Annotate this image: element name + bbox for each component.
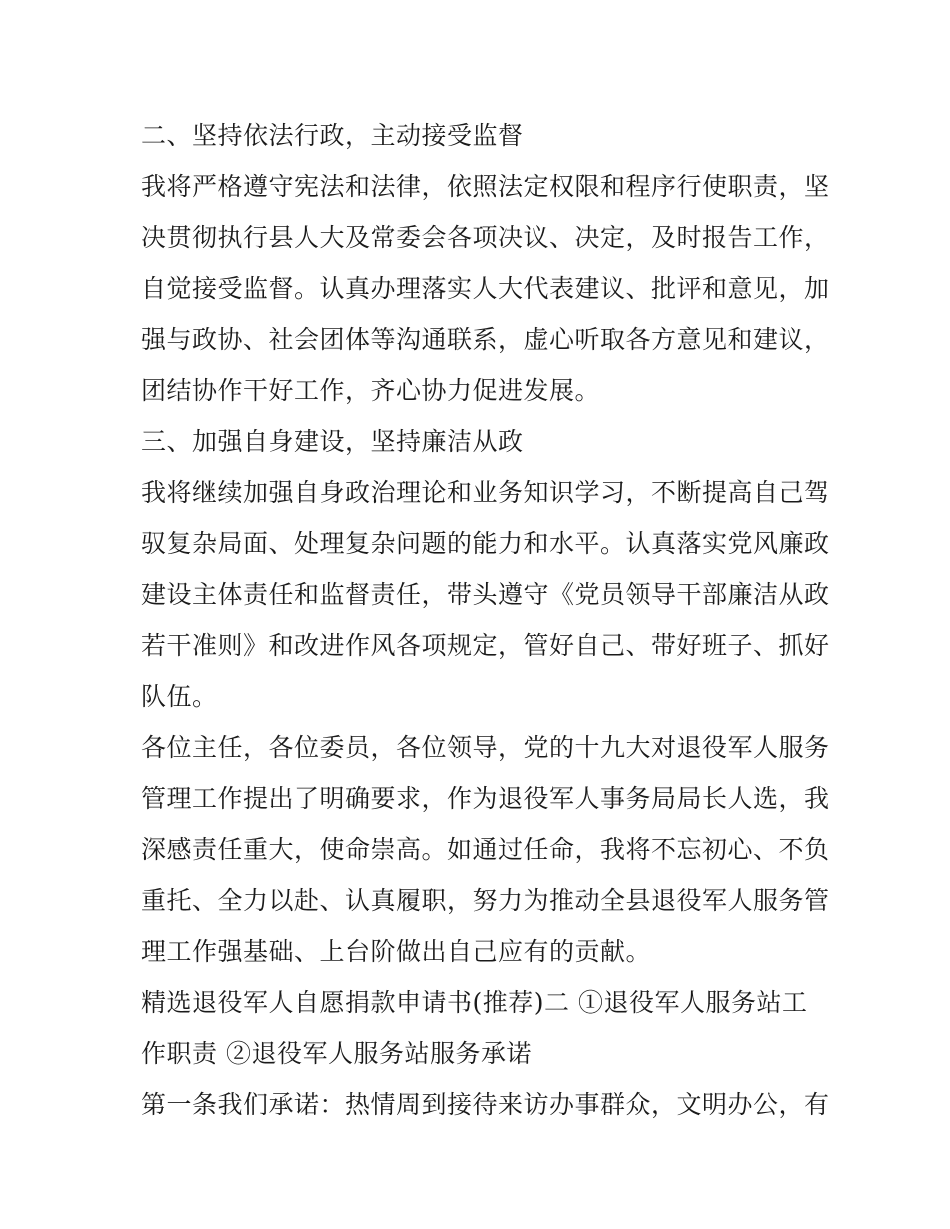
paragraph-line: 第一条我们承诺：热情周到接待来访办事群众，文明办公，有 <box>141 1090 830 1119</box>
paragraph-line: 强与政协、社会团体等沟通联系，虚心听取各方意见和建议， <box>141 325 830 354</box>
article-title-line: 精选退役军人自愿捐款申请书(推荐)二 ①退役军人服务站工 <box>141 988 808 1017</box>
paragraph-line: 建设主体责任和监督责任，带头遵守《党员领导干部廉洁从政 <box>141 580 830 609</box>
paragraph-line: 管理工作提出了明确要求，作为退役军人事务局局长人选，我 <box>141 784 830 813</box>
article-title-line: 作职责 ②退役军人服务站服务承诺 <box>141 1039 532 1068</box>
section-heading-3: 三、加强自身建设，坚持廉洁从政 <box>141 427 524 456</box>
paragraph-line: 我将继续加强自身政治理论和业务知识学习，不断提高自己驾 <box>141 478 830 507</box>
paragraph-line: 重托、全力以赴、认真履职，努力为推动全县退役军人服务管 <box>141 886 830 915</box>
paragraph-line: 团结协作干好工作，齐心协力促进发展。 <box>141 376 601 405</box>
section-heading-2: 二、坚持依法行政，主动接受监督 <box>141 121 524 150</box>
paragraph-line: 若干准则》和改进作风各项规定，管好自己、带好班子、抓好 <box>141 631 830 660</box>
paragraph-line: 我将严格遵守宪法和法律，依照法定权限和程序行使职责，坚 <box>141 172 830 201</box>
paragraph-line: 自觉接受监督。认真办理落实人大代表建议、批评和意见，加 <box>141 274 830 303</box>
paragraph-line: 各位主任，各位委员，各位领导，党的十九大对退役军人服务 <box>141 733 830 762</box>
document-body <box>141 110 830 1130</box>
paragraph-line: 深感责任重大，使命崇高。如通过任命，我将不忘初心、不负 <box>141 835 830 864</box>
paragraph-line: 决贯彻执行县人大及常委会各项决议、决定，及时报告工作， <box>141 223 830 252</box>
paragraph-line: 理工作强基础、上台阶做出自己应有的贡献。 <box>141 937 652 966</box>
paragraph-line: 队伍。 <box>141 682 218 711</box>
paragraph-line: 驭复杂局面、处理复杂问题的能力和水平。认真落实党风廉政 <box>141 529 830 558</box>
